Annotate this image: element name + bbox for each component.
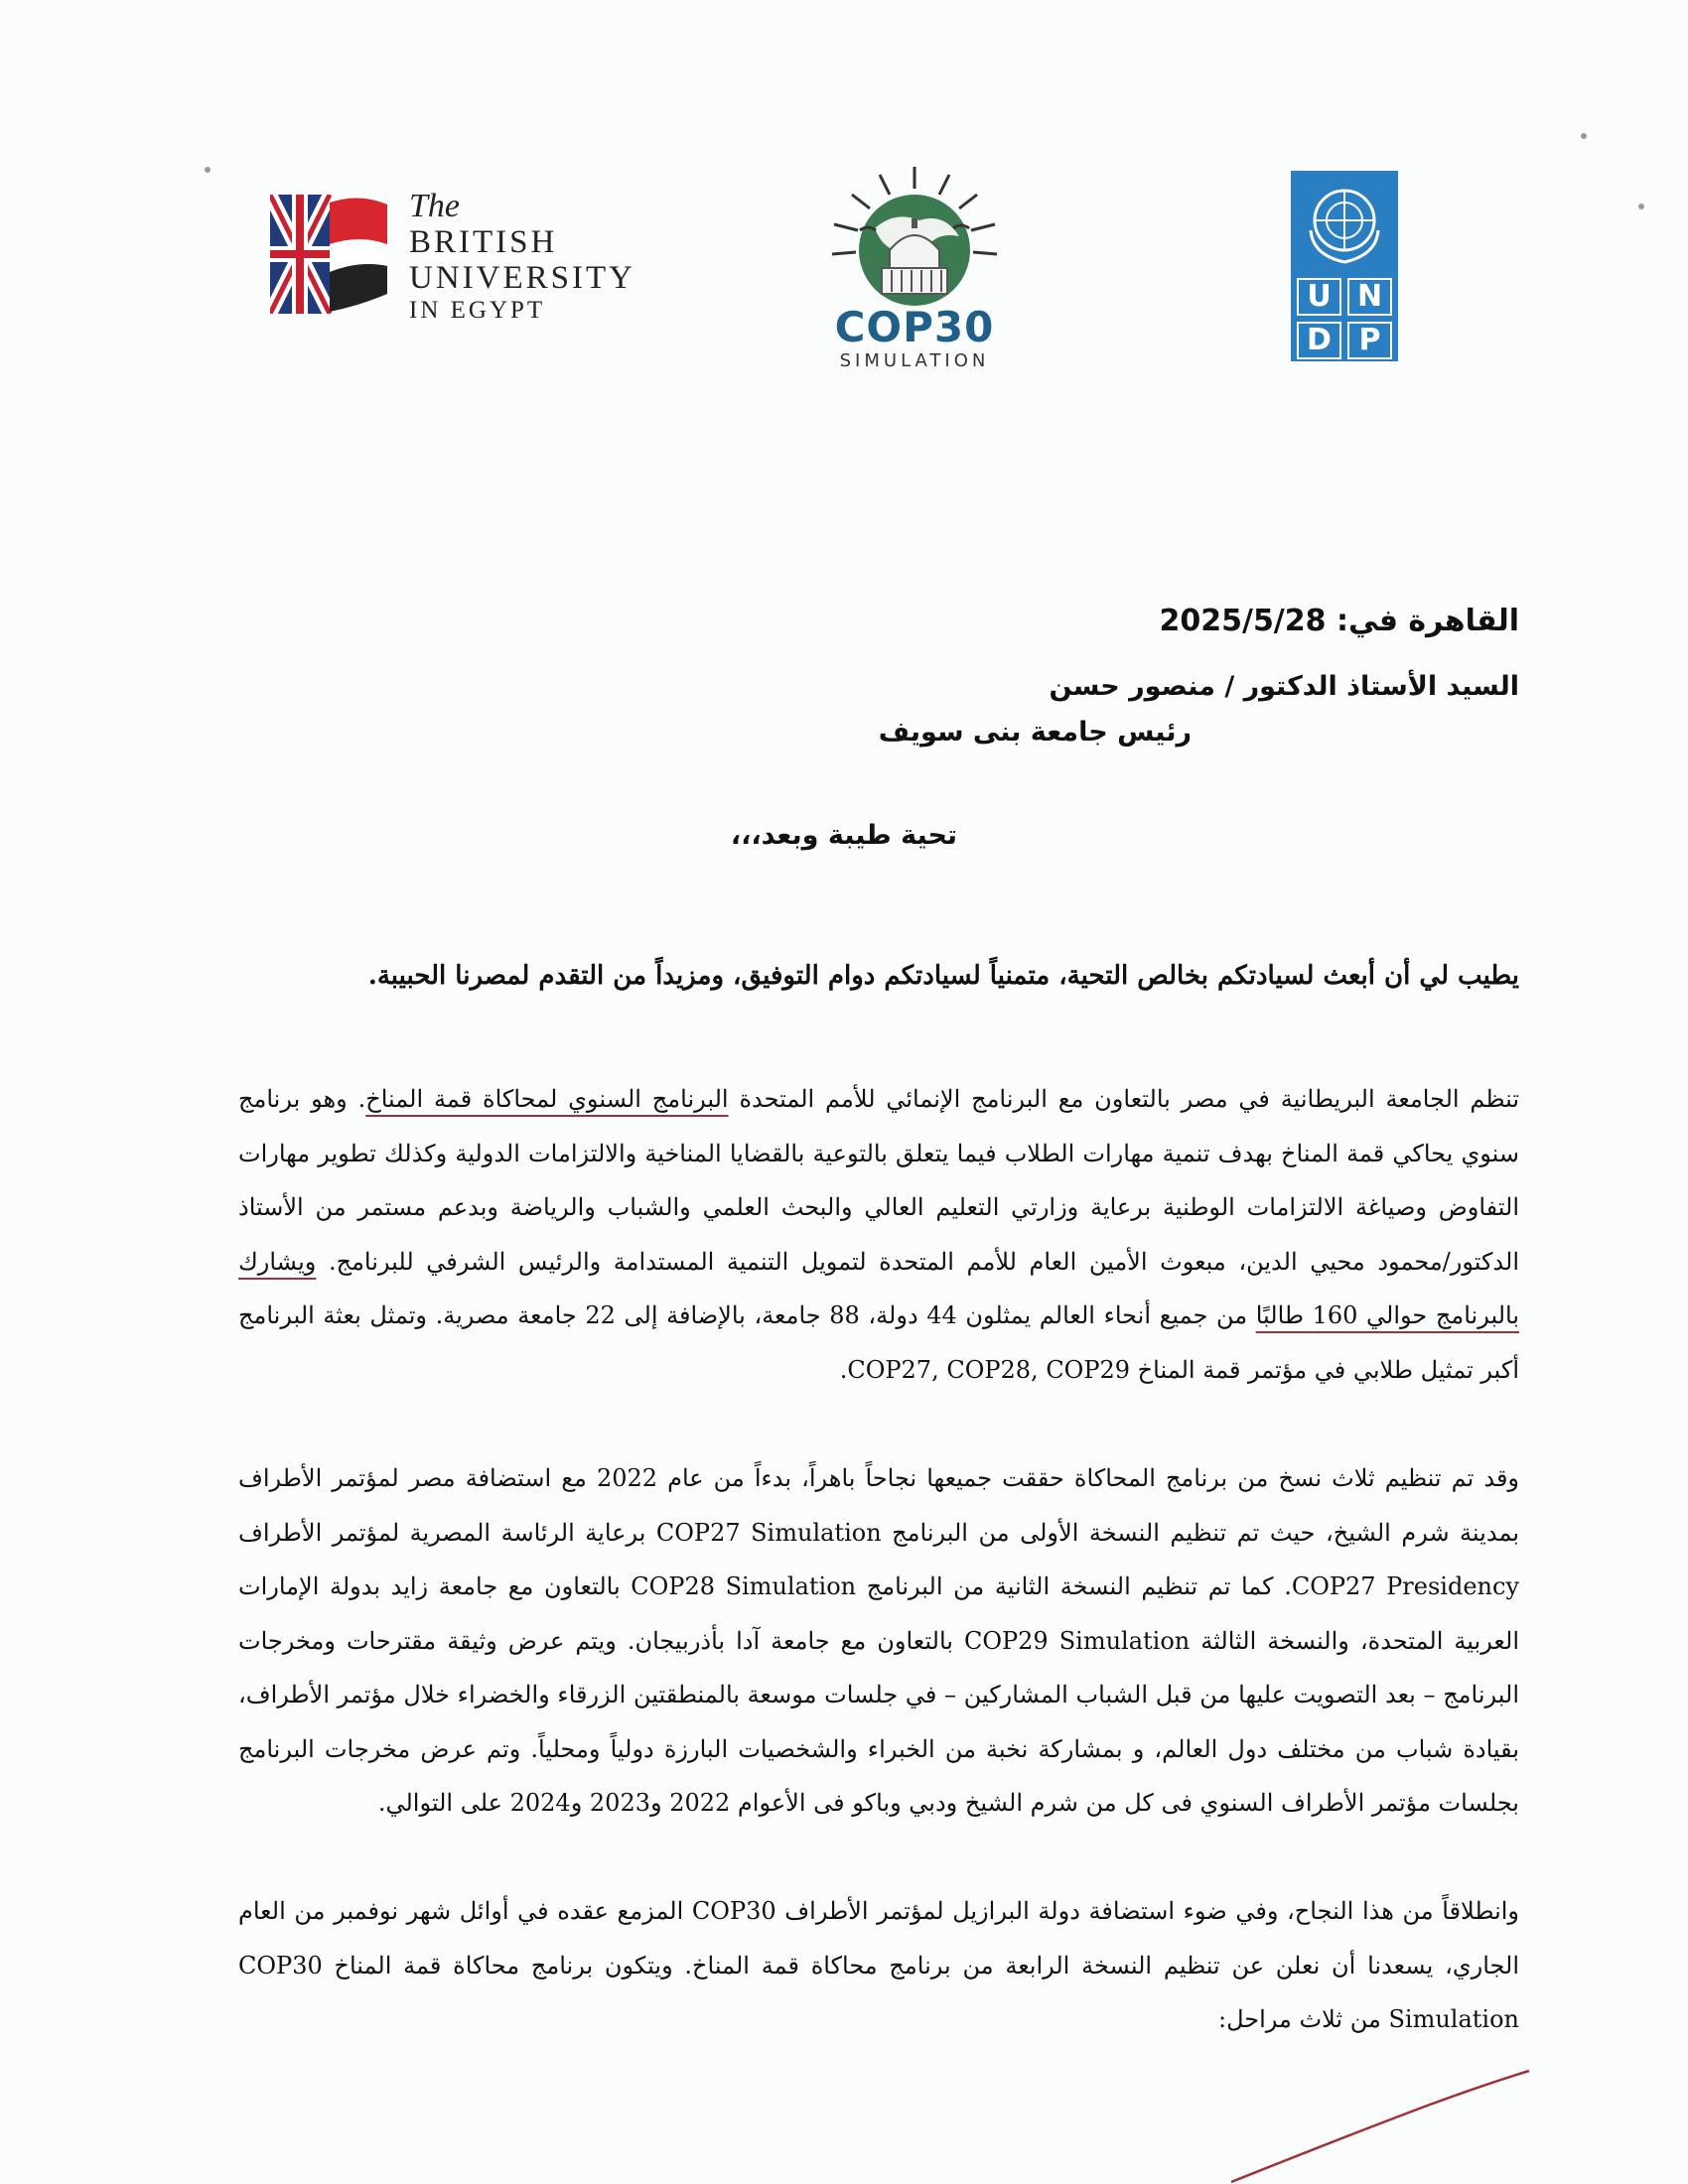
cop30-logo <box>820 159 1009 387</box>
letter-paragraph-1 <box>238 1072 1519 1397</box>
undp-logo <box>1291 171 1398 361</box>
letter-greeting: تحية طيبة وبعد،،، <box>730 820 958 851</box>
letter-intro: يطيب لي أن أبعث لسيادتكم بخالص التحية، متمنياً لسيادتكم دوام التوفيق، ومزيداً من التقدم لمصرنا الحبيبة. <box>367 961 1519 991</box>
bue-the: The <box>409 188 460 224</box>
scan-dot <box>1581 133 1587 139</box>
letter-paragraph-2: وقد تم تنظيم ثلاث نسخ من برنامج المحاكاة حققت جميعها نجاحاً باهراً، بدءاً من عام 2022 مع استضافة مصر لمؤتمر الأطراف بمدينة شرم الشيخ، حيث تم تنظيم النسخة الأولى من البرنامج COP27 Simulation برعاية الرئاسة المصرية لمؤتمر الأطراف COP27 Presidency. كما تم تنظيم النسخة الثانية من البرنامج COP28 Simulation بالتعاون مع جامعة زايد بدولة الإمارات العربية المتحدة، والنسخة الثالثة COP29 Simulation بالتعاون مع جامعة آدا بأذربيجان. ويتم عرض وثيقة مقترحات ومخرجات البرنامج – بعد التصويت عليها من قبل الشباب المشاركين – في جلسات موسعة بالمنطقتين الزرقاء والخضراء خلال مؤتمر الأطراف، بقيادة شباب من مختلف دول العالم، و بمشاركة نخبة من الخبراء والشخصيات البارزة دولياً ومحلياً. وتم عرض مخرجات البرنامج بجلسات مؤتمر الأطراف السنوي فى كل من شرم الشيخ ودبي وباكو فى الأعوام 2022 و2023 و2024 على التوالي. <box>238 1464 1520 1817</box>
undp-letter-u: U <box>1297 278 1341 316</box>
p1-text-a: تنظم الجامعة البريطانية في مصر بالتعاون مع البرنامج الإنمائي للأمم المتحدة <box>728 1085 1520 1113</box>
signature-stroke <box>1231 2065 1569 2184</box>
letter-recipient: السيد الأستاذ الدكتور / منصور حسن <box>1049 671 1519 702</box>
un-emblem-icon <box>1291 171 1398 270</box>
scan-dot <box>1638 204 1644 209</box>
p1-underlined-program: البرنامج السنوي لمحاكاة قمة المناخ <box>365 1085 729 1113</box>
undp-letter-d: D <box>1297 322 1341 359</box>
p1-text-b: . وهو برنامج سنوي يحاكي قمة المناخ بهدف تنمية مهارات الطلاب فيما يتعلق بالتوعية بالقضايا المناخية والالتزامات الدولية وكذلك تطوير مهارات التفاوض وصياغة الالتزامات الوطنية برعاية وزارتي التعليم العالي والبحث العلمي والشباب والرياضة وبدعم مستمر من الأستاذ الدكتور/محمود محيي الدين، مبعوث الأمين العام للأمم المتحدة لتمويل التنمية المستدامة والرئيس الشرفي للبرنامج. <box>238 1085 1519 1276</box>
cop30-subtitle: SIMULATION <box>839 350 990 371</box>
bue-british: BRITISH <box>409 224 558 260</box>
undp-letter-p: P <box>1347 322 1392 359</box>
letter-date: القاهرة في: 2025/5/28 <box>1159 604 1519 638</box>
scan-dot <box>205 167 211 173</box>
letter-paragraph-3: وانطلاقاً من هذا النجاح، وفي ضوء استضافة دولة البرازيل لمؤتمر الأطراف COP30 المزمع عقده في أوائل شهر نوفمبر من العام الجاري، يسعدنا أن نعلن عن تنظيم النسخة الرابعة من برنامج محاكاة قمة المناخ. ويتكون برنامج محاكاة قمة المناخ COP30 Simulation من ثلاث مراحل: <box>238 1897 1520 2033</box>
bue-logo <box>270 189 687 347</box>
p1-underlined-participants: ويشارك بالبرنامج حوالي 160 طالبًا <box>238 1247 1520 1329</box>
undp-letters <box>1297 278 1392 359</box>
bue-wordmark <box>409 189 635 326</box>
bue-in-egypt: IN EGYPT <box>409 297 546 324</box>
undp-letter-n: N <box>1347 278 1392 316</box>
letter-recipient-title: رئيس جامعة بنى سويف <box>878 717 1192 748</box>
p1-text-c: من جميع أنحاء العالم يمثلون 44 دولة، 88 جامعة، بالإضافة إلى 22 جامعة مصرية. وتمثل بعثة البرنامج أكبر تمثيل طلابي في مؤتمر قمة المناخ COP27, COP28, COP29. <box>238 1301 1519 1384</box>
cop30-globe-icon <box>820 159 1009 308</box>
cop30-name: COP30 <box>834 303 995 351</box>
bue-flag-icon <box>270 195 389 314</box>
logo-row <box>0 159 1688 387</box>
bue-university: UNIVERSITY <box>409 260 635 296</box>
